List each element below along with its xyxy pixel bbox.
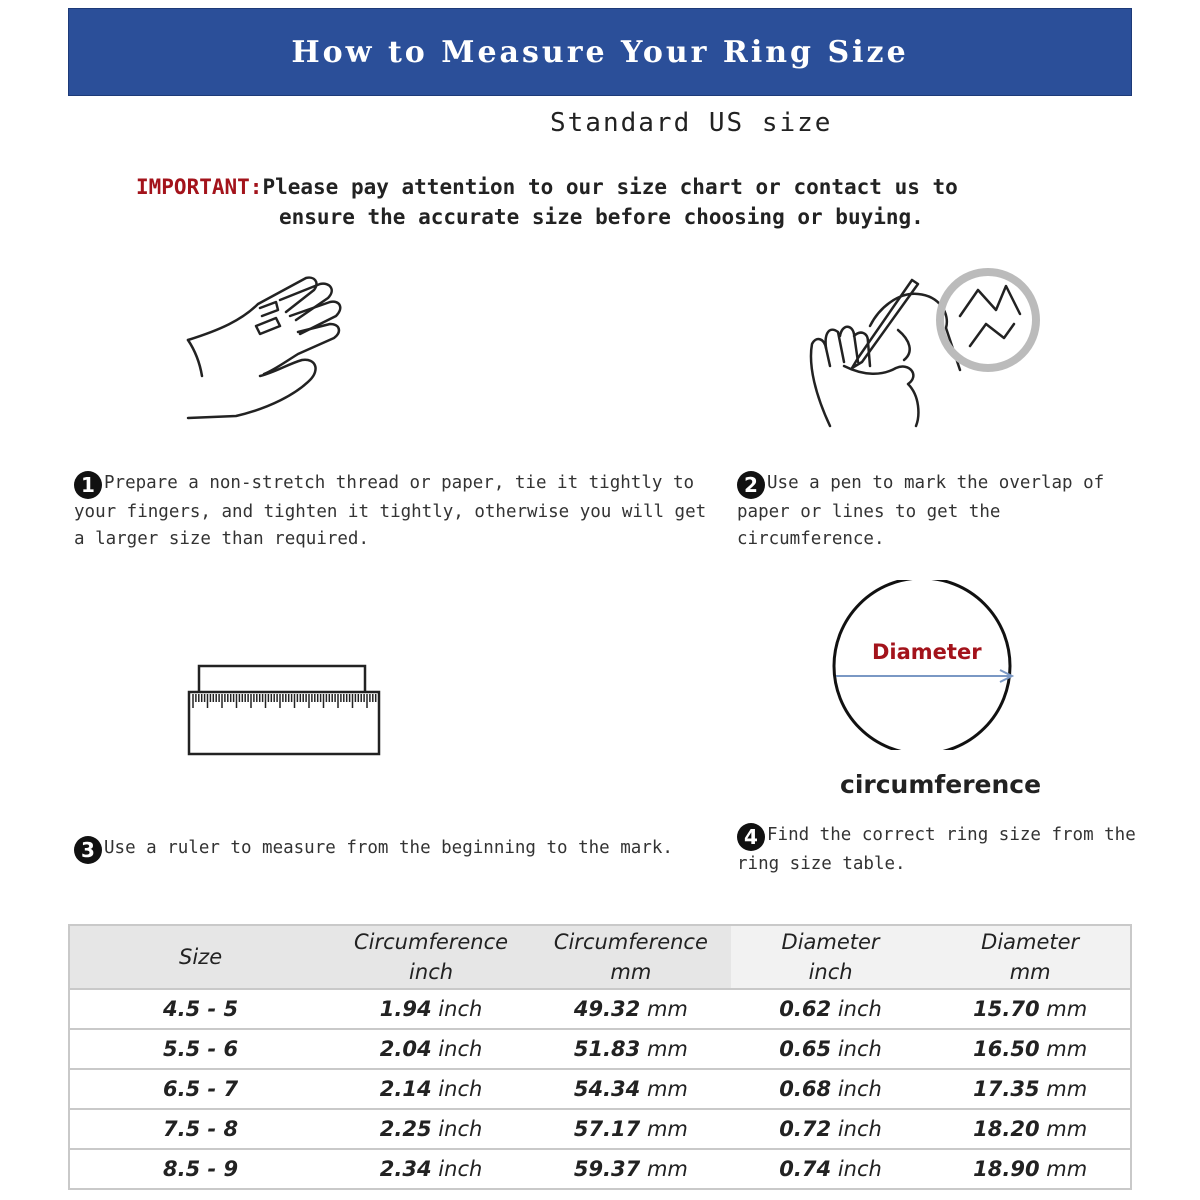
cell-value: 2.04 <box>379 1037 432 1061</box>
cell-value: 2.25 <box>379 1117 432 1141</box>
table-row <box>69 1109 1131 1149</box>
cell-unit: inch <box>837 1117 882 1141</box>
header-line: Diameter <box>981 930 1080 954</box>
header-unit: mm <box>1009 960 1051 984</box>
cell-unit: inch <box>438 1037 483 1061</box>
header-line: Circumference <box>553 930 708 954</box>
header-line: Diameter <box>781 930 880 954</box>
table-row <box>69 1149 1131 1189</box>
cell-value: 6.5 - 7 <box>162 1077 239 1101</box>
step-1-number: 1 <box>74 471 102 499</box>
diameter-inch-cell <box>731 989 931 1029</box>
page-title: How to Measure Your Ring Size <box>291 34 909 70</box>
header-size <box>69 925 331 989</box>
cell-unit: mm <box>646 997 688 1021</box>
size-cell <box>69 1149 331 1189</box>
cell-unit: mm <box>646 1117 688 1141</box>
circumference-inch-cell <box>331 989 531 1029</box>
title-banner <box>68 8 1132 96</box>
cell-value: 54.34 <box>573 1077 641 1101</box>
step-4 <box>737 822 1137 878</box>
header-circumference-mm <box>531 925 731 989</box>
cell-value: 8.5 - 9 <box>162 1157 239 1181</box>
cell-unit: mm <box>646 1077 688 1101</box>
size-cell <box>69 1069 331 1109</box>
circumference-inch-cell <box>331 1149 531 1189</box>
notice-line-1: Please pay attention to our size chart or contact us to <box>262 175 958 199</box>
step-3-number: 3 <box>74 836 102 864</box>
step-4-text: Find the correct ring size from the ring size table. <box>737 825 1136 874</box>
cell-unit: inch <box>438 997 483 1021</box>
circumference-inch-cell <box>331 1029 531 1069</box>
cell-value: 0.65 <box>779 1037 832 1061</box>
size-cell <box>69 1109 331 1149</box>
header-size-label: Size <box>179 945 223 969</box>
diameter-inch-cell <box>731 1109 931 1149</box>
pen-marking-illustration <box>800 266 1040 431</box>
cell-unit: mm <box>646 1157 688 1181</box>
circumference-mm-cell <box>531 1029 731 1069</box>
header-unit: inch <box>409 960 454 984</box>
cell-unit: inch <box>837 1037 882 1061</box>
hand-thread-illustration <box>180 268 355 428</box>
cell-value: 5.5 - 6 <box>162 1037 239 1061</box>
cell-value: 0.62 <box>779 997 832 1021</box>
cell-value: 49.32 <box>573 997 641 1021</box>
cell-unit: mm <box>1046 1117 1088 1141</box>
diameter-inch-cell <box>731 1069 931 1109</box>
cell-unit: inch <box>438 1077 483 1101</box>
cell-unit: mm <box>1046 997 1088 1021</box>
header-diameter-mm <box>930 925 1131 989</box>
size-cell <box>69 989 331 1029</box>
header-unit: mm <box>610 960 652 984</box>
ring-size-table <box>68 924 1132 1190</box>
header-diameter-inch <box>731 925 931 989</box>
diameter-inch-cell <box>731 1029 931 1069</box>
diameter-mm-cell <box>930 989 1131 1029</box>
cell-value: 4.5 - 5 <box>162 997 239 1021</box>
step-1 <box>74 470 714 553</box>
cell-value: 18.20 <box>973 1117 1040 1141</box>
cell-value: 17.35 <box>973 1077 1040 1101</box>
circumference-mm-cell <box>531 1069 731 1109</box>
cell-unit: inch <box>837 997 882 1021</box>
step-2 <box>737 470 1137 553</box>
important-notice <box>136 172 1096 232</box>
notice-line-2: ensure the accurate size before choosing or buying. <box>279 205 924 229</box>
subtitle: Standard US size <box>550 108 833 138</box>
cell-value: 51.83 <box>573 1037 641 1061</box>
diameter-mm-cell <box>930 1149 1131 1189</box>
important-label: IMPORTANT: <box>136 175 263 199</box>
step-4-number: 4 <box>737 823 765 851</box>
step-3 <box>74 835 714 864</box>
table-row <box>69 1069 1131 1109</box>
cell-unit: inch <box>837 1077 882 1101</box>
circumference-mm-cell <box>531 1149 731 1189</box>
cell-unit: inch <box>837 1157 882 1181</box>
cell-value: 0.72 <box>779 1117 832 1141</box>
diameter-mm-cell <box>930 1069 1131 1109</box>
step-2-number: 2 <box>737 471 765 499</box>
cell-value: 15.70 <box>973 997 1040 1021</box>
diameter-label: Diameter <box>872 640 982 664</box>
cell-unit: inch <box>438 1117 483 1141</box>
circumference-mm-cell <box>531 989 731 1029</box>
cell-value: 2.14 <box>379 1077 432 1101</box>
cell-value: 1.94 <box>379 997 432 1021</box>
cell-value: 18.90 <box>973 1157 1040 1181</box>
cell-unit: inch <box>438 1157 483 1181</box>
step-1-text: Prepare a non-stretch thread or paper, tie it tightly to your fingers, and tighten it tightly, otherwise you will get a larger size than required. <box>74 473 707 549</box>
circumference-mm-cell <box>531 1109 731 1149</box>
circle-diagram <box>820 580 1020 750</box>
cell-unit: mm <box>1046 1077 1088 1101</box>
cell-unit: mm <box>1046 1037 1088 1061</box>
circumference-label: circumference <box>840 770 1042 799</box>
cell-unit: mm <box>646 1037 688 1061</box>
header-unit: inch <box>808 960 853 984</box>
table-header-row <box>69 925 1131 989</box>
cell-value: 16.50 <box>973 1037 1040 1061</box>
table-row <box>69 1029 1131 1069</box>
step-3-text: Use a ruler to measure from the beginning to the mark. <box>104 838 673 858</box>
cell-value: 59.37 <box>573 1157 641 1181</box>
diameter-mm-cell <box>930 1029 1131 1069</box>
cell-value: 0.74 <box>779 1157 832 1181</box>
cell-value: 57.17 <box>573 1117 641 1141</box>
cell-value: 2.34 <box>379 1157 432 1181</box>
cell-unit: mm <box>1046 1157 1088 1181</box>
cell-value: 7.5 - 8 <box>162 1117 239 1141</box>
cell-value: 0.68 <box>779 1077 832 1101</box>
step-2-text: Use a pen to mark the overlap of paper or lines to get the circumference. <box>737 473 1105 549</box>
circumference-inch-cell <box>331 1069 531 1109</box>
header-circumference-inch <box>331 925 531 989</box>
circumference-inch-cell <box>331 1109 531 1149</box>
diameter-inch-cell <box>731 1149 931 1189</box>
diameter-mm-cell <box>930 1109 1131 1149</box>
ruler-illustration <box>185 662 385 758</box>
header-line: Circumference <box>354 930 509 954</box>
table-row <box>69 989 1131 1029</box>
size-cell <box>69 1029 331 1069</box>
